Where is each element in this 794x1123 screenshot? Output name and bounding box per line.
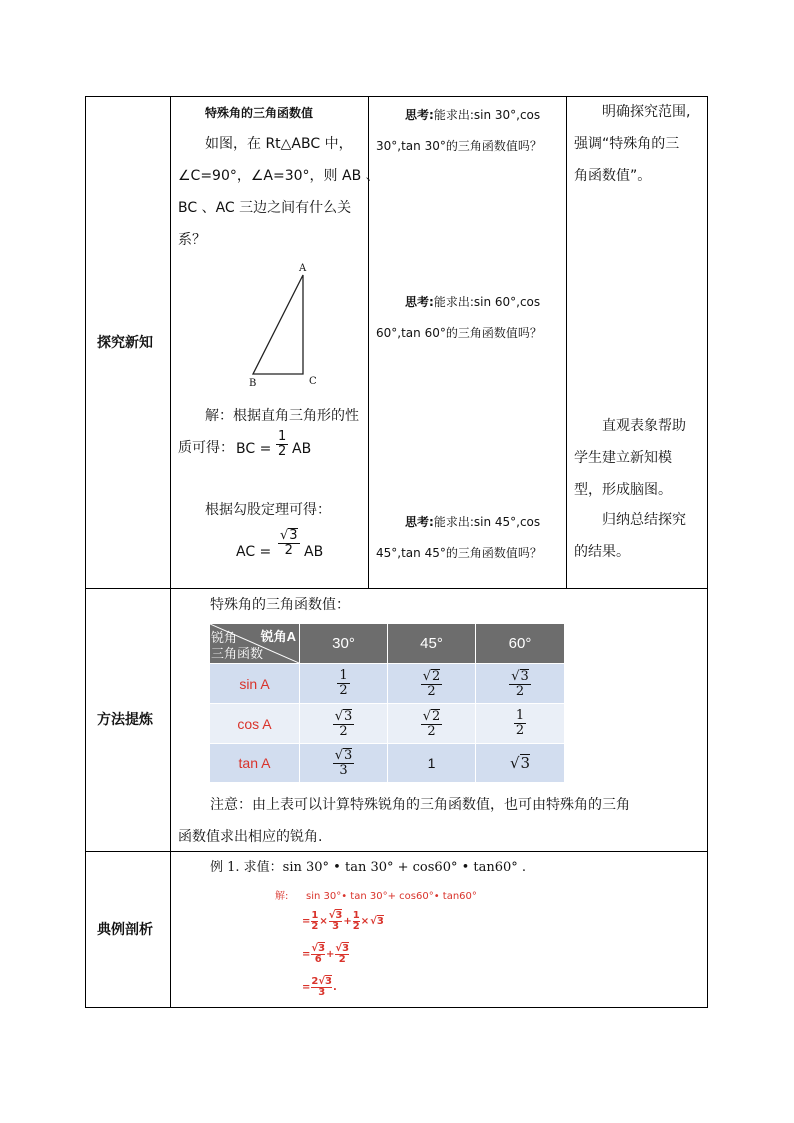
header-corner-bottom: 三角函数	[211, 646, 264, 661]
fraction-half	[276, 430, 288, 459]
method-note: 注意：由上表可以计算特殊锐角的三角函数值，也可由特殊角的三角	[210, 797, 630, 813]
intent-text: 的结果。	[574, 544, 630, 560]
think-text: 能求出:sin 45°,cos	[433, 515, 541, 529]
sin-45-cell	[387, 663, 475, 703]
fraction: $\frac{√3}{2}$	[334, 708, 353, 739]
think-text: 45°,tan 45°的三角函数值吗？	[376, 546, 542, 560]
think-text: 能求出:sin 60°,cos	[433, 295, 541, 309]
vertex-label-c: C	[309, 376, 317, 387]
example-solution-expr: sin 30°• tan 30°+ cos60°• tan60°	[306, 891, 477, 902]
think-text: 30°,tan 30°的三角函数值吗？	[376, 139, 542, 153]
row-label-cos: cos A	[210, 703, 299, 743]
fraction: $\frac{√2}{2}$	[422, 668, 441, 699]
think-label: 思考:	[405, 108, 434, 122]
cos-60-cell	[475, 703, 564, 743]
tan-30-cell	[299, 743, 387, 782]
equation-lhs: AC =	[236, 544, 272, 560]
think-text: 能求出:sin 30°,cos	[433, 108, 541, 122]
fraction: $\frac{√2}{2}$	[422, 708, 441, 739]
example-title: 例 1. 求值：sin 30° • tan 30° + cos60° • tan60° .	[210, 860, 527, 875]
vertex-label-b: B	[249, 378, 257, 389]
explore-text: 系？	[178, 232, 206, 248]
equation-rhs: AB	[304, 544, 324, 560]
fraction-numerator: 1	[278, 429, 287, 444]
explore-title: 特殊角的三角函数值	[205, 106, 314, 120]
intent-text: 学生建立新知模	[574, 450, 672, 466]
fraction: $\frac{√3}{2}$	[511, 668, 529, 699]
think-question	[405, 107, 540, 123]
header-corner-top: 锐角A	[260, 629, 296, 644]
solution-step-3: = 2√3 3 .	[302, 976, 337, 998]
think-text: 60°,tan 60°的三角函数值吗？	[376, 326, 542, 340]
think-label: 思考:	[405, 295, 434, 309]
solution-step-1: = 1 2 × √3 3 + 1 2 × √3	[302, 910, 384, 932]
trig-values-table	[210, 624, 564, 782]
think-question	[405, 514, 540, 530]
cos-30-cell	[299, 703, 387, 743]
fraction: $\frac{√3}{3}$	[334, 748, 353, 778]
think-label: 思考:	[405, 515, 434, 529]
explore-text: 如图，在 Rt△ABC 中，	[205, 136, 353, 152]
solution-step-2: = √3 6 + √3 2	[302, 943, 350, 965]
header-col-60: 60°	[475, 624, 564, 663]
header-col-45: 45°	[387, 624, 475, 663]
explore-text: ∠C=90°，∠A=30°，则 AB 、	[178, 168, 380, 184]
fraction-root3-over-2	[278, 528, 300, 558]
example-solution-label: 解:	[275, 891, 289, 902]
intent-text: 明确探究范围,	[602, 104, 691, 120]
pythagoras-text: 根据勾股定理可得：	[205, 502, 331, 518]
equation-lhs: BC =	[236, 441, 272, 457]
think-question	[405, 294, 540, 310]
section-label-explore: 探究新知	[97, 335, 153, 351]
header-corner-cell	[210, 624, 299, 663]
section-label-example: 典例剖析	[97, 922, 153, 938]
tan-60-cell: √3	[475, 743, 564, 782]
sin-30-cell	[299, 663, 387, 703]
intent-text: 归纳总结探究	[602, 512, 686, 528]
intent-text: 强调“特殊角的三	[574, 136, 680, 152]
triangle-shape	[253, 275, 303, 374]
method-title: 特殊角的三角函数值：	[210, 597, 350, 613]
intent-text: 型，形成脑图。	[574, 482, 672, 498]
vertex-label-a: A	[299, 263, 307, 274]
divider	[170, 96, 171, 1008]
divider	[85, 588, 708, 589]
solution-text: 质可得：	[178, 440, 234, 456]
fraction-denominator: 2	[284, 543, 293, 558]
intent-text: 角函数值”。	[574, 168, 652, 184]
tan-45-cell: 1	[387, 743, 475, 782]
divider	[85, 851, 708, 852]
solution-text: 解：根据直角三角形的性	[205, 408, 359, 424]
cos-45-cell	[387, 703, 475, 743]
right-triangle-figure	[240, 258, 330, 388]
section-label-method: 方法提炼	[97, 712, 153, 728]
sin-60-cell	[475, 663, 564, 703]
fraction: $\frac{1}{2}$	[339, 668, 348, 698]
method-note: 函数值求出相应的锐角.	[178, 829, 323, 845]
row-label-tan: tan A	[210, 743, 299, 782]
fraction: $\frac{1}{2}$	[515, 708, 525, 738]
divider	[566, 96, 567, 588]
fraction-denominator: 2	[278, 444, 287, 459]
intent-text: 直观表象帮助	[602, 418, 686, 434]
explore-text: BC 、AC 三边之间有什么关	[178, 200, 352, 216]
header-col-30: 30°	[299, 624, 387, 663]
equation-rhs: AB	[292, 441, 312, 457]
row-label-sin: sin A	[210, 663, 299, 703]
header-corner-left: 锐角	[211, 630, 238, 645]
fraction-numerator: √3	[280, 528, 298, 543]
